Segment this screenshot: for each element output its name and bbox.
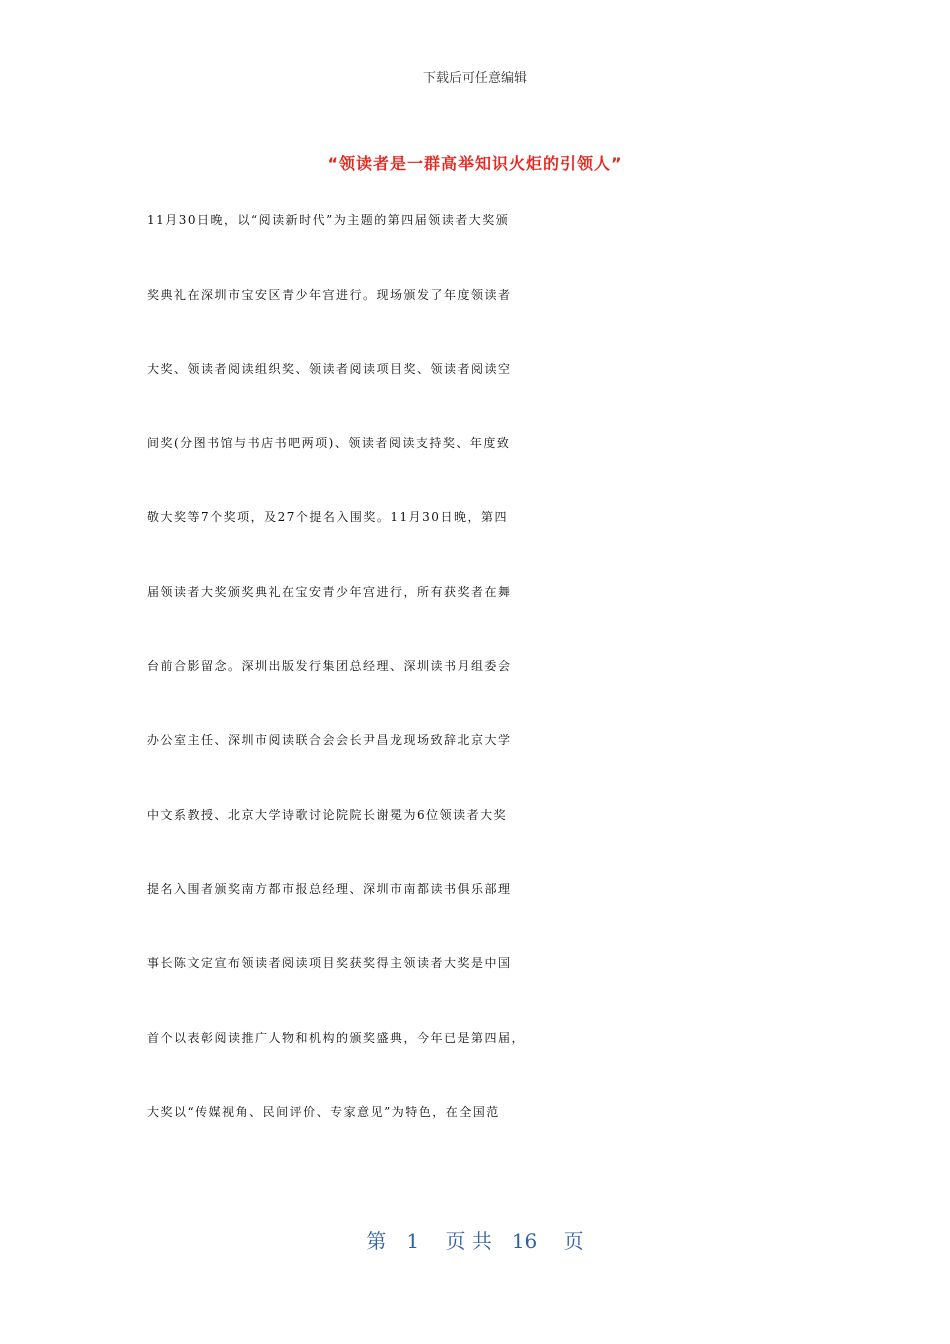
page-number-footer: 第 1 页 共 16 页 [366,1229,584,1253]
body-line: 台前合影留念。深圳出版发行集团总经理、深圳读书月组委会 [147,659,512,673]
document-title: “领读者是一群高举知识火炬的引领人” [327,154,623,173]
page-header-note: 下载后可任意编辑 [422,71,527,86]
body-line: 间奖(分图书馆与书店书吧两项)、领读者阅读支持奖、年度致 [147,436,511,450]
body-line: 11月30日晚，以“阅读新时代”为主题的第四届领读者大奖颁 [147,213,510,227]
body-line: 大奖以“传媒视角、民间评价、专家意见”为特色，在全国范 [147,1105,500,1119]
body-line: 中文系教授、北京大学诗歌讨论院院长谢冕为6位领读者大奖 [147,808,508,822]
body-line: 首个以表彰阅读推广人物和机构的颁奖盛典，今年已是第四届， [147,1031,526,1045]
body-line: 届领读者大奖颁奖典礼在宝安青少年宫进行，所有获奖者在舞 [147,585,512,599]
body-line: 事长陈文定宣布领读者阅读项目奖获奖得主领读者大奖是中国 [147,956,512,970]
body-line: 办公室主任、深圳市阅读联合会会长尹昌龙现场致辞北京大学 [147,733,512,747]
body-line: 奖典礼在深圳市宝安区青少年宫进行。现场颁发了年度领读者 [147,288,512,302]
body-line: 敬大奖等7个奖项，及27个提名入围奖。11月30日晚，第四 [147,510,508,524]
body-line: 大奖、领读者阅读组织奖、领读者阅读项目奖、领读者阅读空 [147,362,512,376]
body-line: 提名入围者颁奖南方都市报总经理、深圳市南都读书俱乐部理 [147,882,512,896]
